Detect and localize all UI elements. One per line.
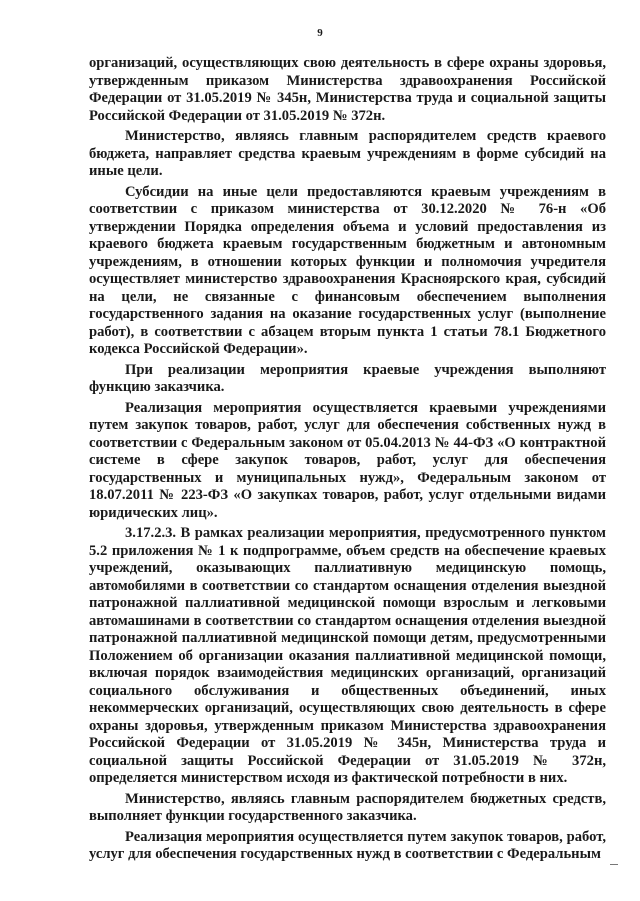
paragraph-implementation: Реализация мероприятия осуществляется путем закупок товаров, работ, услуг для обеспечения государственных нужд в соответствии с Федеральным	[89, 828, 606, 862]
paragraph-ministry-distribution: Министерство, являясь главным распорядителем средств краевого бюджета, направляет средства краевым учреждениям в форме субсидий на иные цели.	[89, 128, 606, 179]
corner-mark	[610, 864, 618, 865]
document-body	[89, 55, 606, 867]
paragraph-state-customer: Министерство, являясь главным распорядителем бюджетных средств, выполняет функции государственного заказчика.	[89, 790, 606, 824]
paragraph-3-17-2-3: 3.17.2.3. В рамках реализации мероприятия, предусмотренного пунктом 5.2 приложения № 1 к подпрограмме, объем средств на обеспечение краевых учреждений, оказывающих паллиативную медицинскую помощь, автомобилями в соответствии со стандартом оснащения отделения выездной патронажной паллиативной медицинской помощи взрослым и легковыми автомашинами в соответствии со стандартом оснащения отделения выездной патронажной паллиативной медицинской помощи детям, предусмотренными Положением об организации оказания паллиативной медицинской помощи, включая порядок взаимодействия медицинских организаций, организаций социального обслуживания и общественных объединений, иных некоммерческих организаций, осуществляющих свою деятельность в сфере охраны здоровья, утвержденным приказом Министерства здравоохранения Российской Федерации от 31.05.2019 № 345н, Министерства труда и социальной защиты Российской Федерации от 31.05.2019 № 372н, определяется министерством исходя из фактической потребности в них.	[89, 525, 606, 786]
paragraph-subsidies: Субсидии на иные цели предоставляются краевым учреждениям в соответствии с приказом министерства от 30.12.2020 № 76-н «Об утверждении Порядка определения объема и условий предоставления из краевого бюджета краевым государственным бюджетным и автономным учреждениям, в отношении которых функции и полномочия учредителя осуществляет министерство здравоохранения Красноярского края, субсидий на цели, не связанные с финансовым обеспечением выполнения государственного задания на оказание государственных услуг (выполнение работ), в соответствии с абзацем вторым пункта 1 статьи 78.1 Бюджетного кодекса Российской Федерации».	[89, 183, 606, 357]
paragraph-procurement: Реализация мероприятия осуществляется краевыми учреждениями путем закупок товаров, работ, услуг для обеспечения собственных нужд в соответствии с Федеральным законом от 05.04.2013 № 44-ФЗ «О контрактной системе в сфере закупок товаров, работ, услуг для обеспечения государственных и муниципальных нужд», Федеральным законом от 18.07.2011 № 223-ФЗ «О закупках товаров, работ, услуг отдельными видами юридических лиц».	[89, 399, 606, 521]
page-number: 9	[317, 27, 323, 39]
paragraph-continuation: организаций, осуществляющих свою деятельность в сфере охраны здоровья, утвержденным приказом Министерства здравоохранения Российской Федерации от 31.05.2019 № 345н, Министерства труда и социальной защиты Российской Федерации от 31.05.2019 № 372н.	[89, 55, 606, 124]
paragraph-customer-function: При реализации мероприятия краевые учреждения выполняют функцию заказчика.	[89, 361, 606, 395]
